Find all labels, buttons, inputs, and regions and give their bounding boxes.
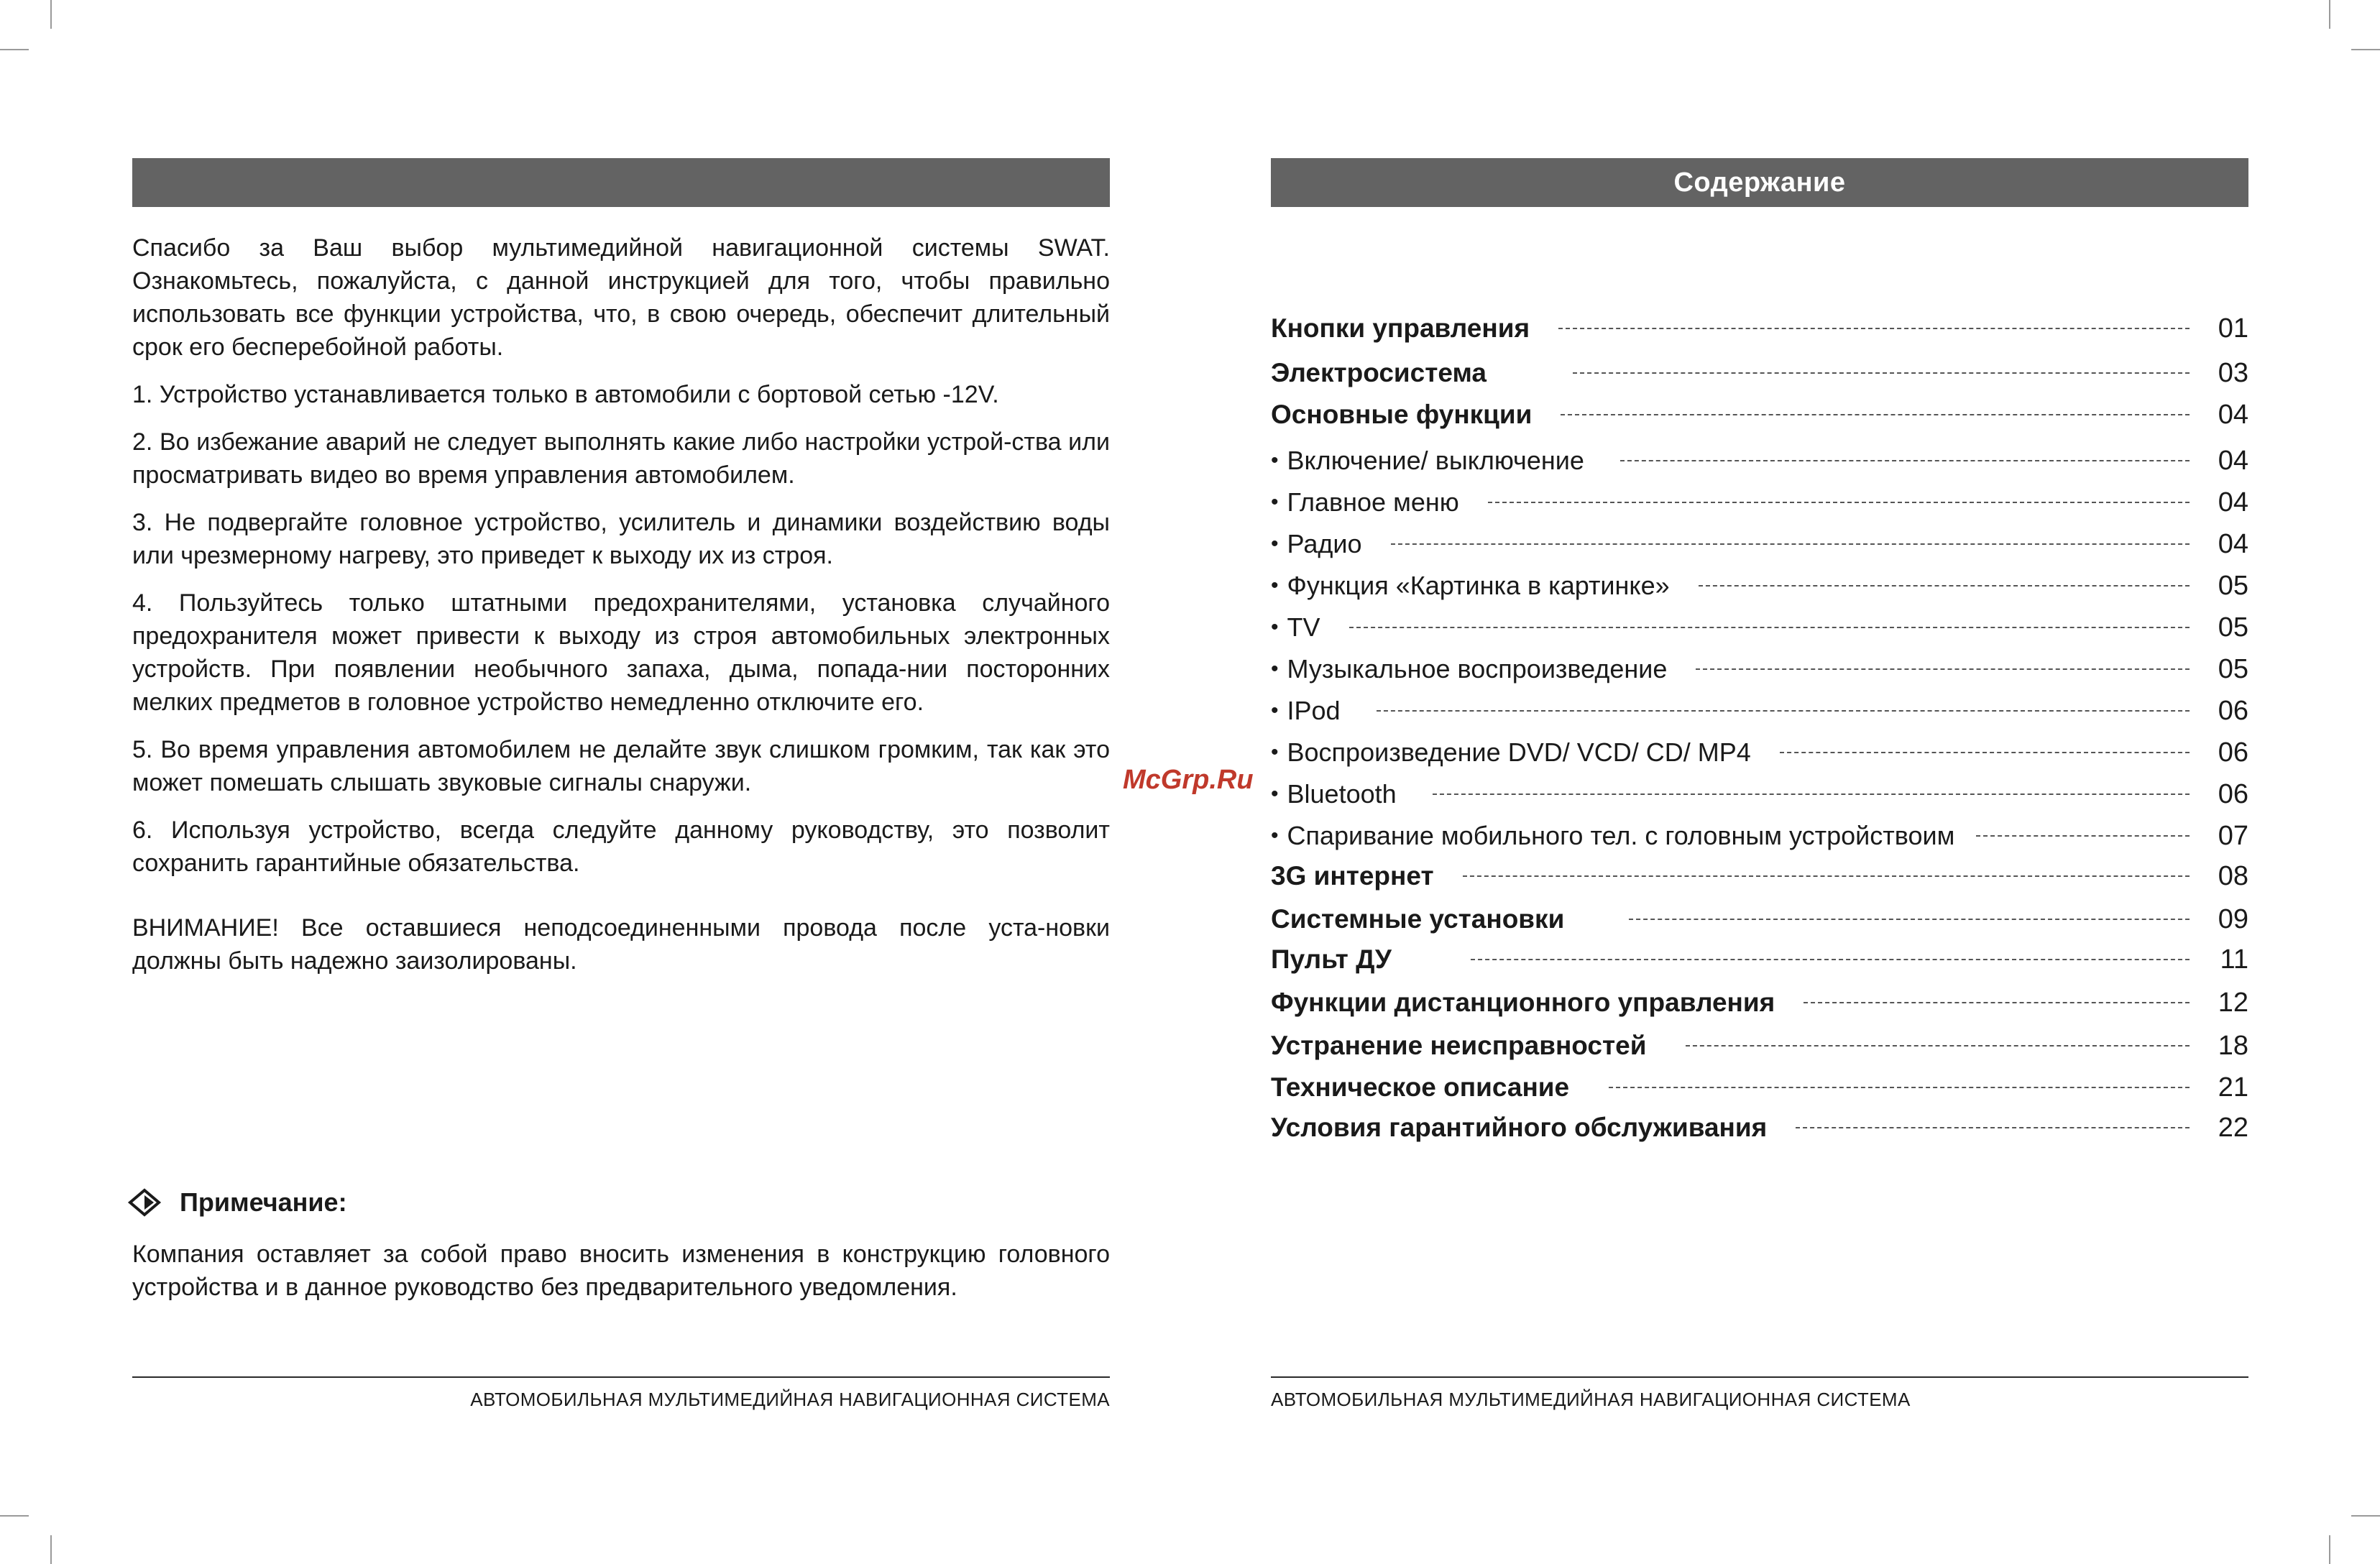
intro-text: [132, 231, 1110, 992]
toc-leader: [1558, 328, 2190, 329]
toc-title: Устранение неисправностей: [1271, 1031, 1647, 1060]
rule-6: 6. Используя устройство, всегда следуйте данному руководству, это позволит сохранить гарантийные обязательства.: [132, 816, 1110, 877]
left-header-bar: [132, 158, 1110, 207]
toc-item[interactable]: [1271, 610, 2248, 645]
toc-page: 21: [2218, 1072, 2248, 1103]
toc-leader: [1780, 752, 2190, 753]
rule-1: 1. Устройство устанавливается только в автомобили с бортовой сетью -12V.: [132, 381, 999, 408]
toc-item[interactable]: [1271, 942, 2248, 978]
bullet-icon: •: [1271, 782, 1279, 806]
bullet-icon: •: [1271, 532, 1279, 556]
toc-title: Системные установки: [1271, 904, 1565, 934]
toc-item[interactable]: [1271, 735, 2248, 770]
toc-page: 08: [2218, 860, 2248, 891]
toc-leader: [1796, 1127, 2190, 1128]
toc-page: 04: [2218, 445, 2248, 476]
crop-mark: [50, 1535, 52, 1564]
note-text: Компания оставляет за собой право вносить изменения в конструкцию головного устройства и в данное руководство без предварительного уведомления.: [132, 1241, 1110, 1301]
footer-divider: [132, 1376, 1110, 1378]
toc-leader: [1488, 502, 2190, 503]
bullet-icon: •: [1271, 699, 1279, 722]
toc-item[interactable]: [1271, 397, 2248, 433]
toc-page: 04: [2218, 399, 2248, 430]
diamond-arrow-icon: [127, 1188, 162, 1217]
bullet-icon: •: [1271, 490, 1279, 514]
toc-item[interactable]: [1271, 1110, 2248, 1146]
toc-item[interactable]: [1271, 651, 2248, 687]
toc-page: 09: [2218, 903, 2248, 934]
warning-text: ВНИМАНИЕ! Все оставшиеся неподсоединенными провода после уста-новки должны быть надежно заизолированы.: [132, 914, 1110, 975]
toc-item[interactable]: [1271, 443, 2248, 479]
toc-title: 3G интернет: [1271, 861, 1434, 891]
toc-item[interactable]: [1271, 818, 2248, 854]
toc-item[interactable]: [1271, 776, 2248, 812]
bullet-icon: •: [1271, 740, 1279, 764]
toc-title: Техническое описание: [1271, 1072, 1570, 1102]
crop-mark: [2329, 1535, 2330, 1564]
toc-page: 03: [2218, 357, 2248, 388]
toc-page: 01: [2218, 313, 2248, 344]
watermark: McGrp.Ru: [1123, 765, 1254, 795]
note-title: Примечание:: [180, 1187, 347, 1217]
toc-title: TV: [1287, 612, 1320, 642]
toc-leader: [1609, 1087, 2190, 1088]
toc-page: 04: [2218, 487, 2248, 518]
toc-title: Спаривание мобильного тел. с головным устройствоим: [1287, 821, 1955, 850]
toc-page: 12: [2218, 987, 2248, 1018]
toc-leader: [1463, 875, 2190, 877]
toc-leader: [1391, 543, 2190, 545]
bullet-icon: •: [1271, 574, 1279, 597]
toc-item[interactable]: [1271, 1028, 2248, 1064]
toc-item[interactable]: [1271, 901, 2248, 937]
toc-title: IPod: [1287, 696, 1341, 725]
toc-page: 05: [2218, 653, 2248, 684]
right-footer: АВТОМОБИЛЬНАЯ МУЛЬТИМЕДИЙНАЯ НАВИГАЦИОННАЯ СИСТЕМА: [1271, 1389, 1911, 1410]
toc-item[interactable]: [1271, 693, 2248, 729]
toc-title: Условия гарантийного обслуживания: [1271, 1113, 1768, 1142]
toc-title: Bluetooth: [1287, 779, 1397, 809]
toc-leader: [1696, 668, 2190, 670]
toc-leader: [1629, 919, 2190, 920]
left-footer: АВТОМОБИЛЬНАЯ МУЛЬТИМЕДИЙНАЯ НАВИГАЦИОННАЯ СИСТЕМА: [470, 1389, 1110, 1410]
rule-4: 4. Пользуйтесь только штатными предохранителями, установка случайного предохранителя может привести к выходу из строя автомобильных электронных устройств. При появлении необычного запаха, дыма, попада-нии посторонних мелких предметов в головное устройство немедленно отключите его.: [132, 589, 1110, 716]
toc-page: 07: [2218, 820, 2248, 851]
toc-item[interactable]: [1271, 355, 2248, 391]
toc-leader: [1561, 414, 2190, 415]
toc-page: 11: [2220, 944, 2248, 975]
intro-paragraph: Спасибо за Ваш выбор мультимедийной навигационной системы SWAT. Ознакомьтесь, пожалуйста, с данной инструкцией для того, чтобы правильно использовать все функции устройства, что, в свою очередь, обеспечит длительный срок его бесперебойной работы.: [132, 234, 1110, 361]
toc-leader: [1349, 627, 2190, 628]
crop-mark: [0, 49, 29, 50]
toc-page: 04: [2218, 528, 2248, 559]
toc-page: 06: [2218, 737, 2248, 768]
toc-title: Электросистема: [1271, 358, 1487, 387]
toc-item[interactable]: [1271, 568, 2248, 604]
toc-leader: [1573, 372, 2190, 374]
toc-title: Главное меню: [1287, 487, 1459, 517]
toc-page: 05: [2218, 570, 2248, 601]
toc-item[interactable]: [1271, 310, 2248, 346]
toc-title: Воспроизведение DVD/ VCD/ CD/ MP4: [1287, 737, 1751, 767]
toc-item[interactable]: [1271, 985, 2248, 1021]
note-heading: [127, 1184, 347, 1220]
toc-page: 18: [2218, 1030, 2248, 1061]
bullet-icon: •: [1271, 615, 1279, 639]
crop-mark: [2329, 0, 2330, 29]
bullet-icon: •: [1271, 448, 1279, 472]
toc-page: 05: [2218, 612, 2248, 643]
toc-leader: [1377, 710, 2190, 712]
toc-title: Основные функции: [1271, 400, 1533, 429]
crop-mark: [2351, 49, 2380, 50]
toc-leader: [1686, 1045, 2190, 1046]
toc-title: Музыкальное воспроизведение: [1287, 654, 1668, 684]
crop-mark: [2351, 1515, 2380, 1517]
toc-leader: [1976, 835, 2190, 837]
toc-title: Функции дистанционного управления: [1271, 988, 1775, 1017]
toc-item[interactable]: [1271, 526, 2248, 562]
footer-divider: [1271, 1376, 2248, 1378]
toc-page: 22: [2218, 1112, 2248, 1143]
toc-title: Включение/ выключение: [1287, 446, 1584, 475]
crop-mark: [0, 1515, 29, 1517]
toc-leader: [1804, 1002, 2190, 1003]
toc-item[interactable]: [1271, 858, 2248, 894]
toc-title: Кнопки управления: [1271, 313, 1530, 343]
toc-leader: [1433, 794, 2190, 795]
rule-5: 5. Во время управления автомобилем не делайте звук слишком громким, так как это может помешать слышать звуковые сигналы снаружи.: [132, 736, 1110, 796]
toc-leader: [1699, 585, 2190, 586]
rule-3: 3. Не подвергайте головное устройство, усилитель и динамики воздействию воды или чрезмерному нагреву, это приведет к выходу их из строя.: [132, 509, 1110, 569]
toc-item[interactable]: [1271, 1070, 2248, 1105]
toc-leader: [1471, 959, 2190, 960]
contents-header: Содержание: [1271, 158, 2248, 207]
toc-item[interactable]: [1271, 484, 2248, 520]
toc-title: Функция «Картинка в картинке»: [1287, 571, 1670, 600]
crop-mark: [50, 0, 52, 29]
bullet-icon: •: [1271, 657, 1279, 681]
toc-leader: [1620, 460, 2190, 461]
rule-2: 2. Во избежание аварий не следует выполнять какие либо настройки устрой-ства или просматривать видео во время управления автомобилем.: [132, 428, 1110, 489]
toc-page: 06: [2218, 695, 2248, 726]
toc-page: 06: [2218, 778, 2248, 809]
toc-title: Радио: [1287, 529, 1362, 558]
bullet-icon: •: [1271, 824, 1279, 847]
toc-title: Пульт ДУ: [1271, 944, 1392, 974]
